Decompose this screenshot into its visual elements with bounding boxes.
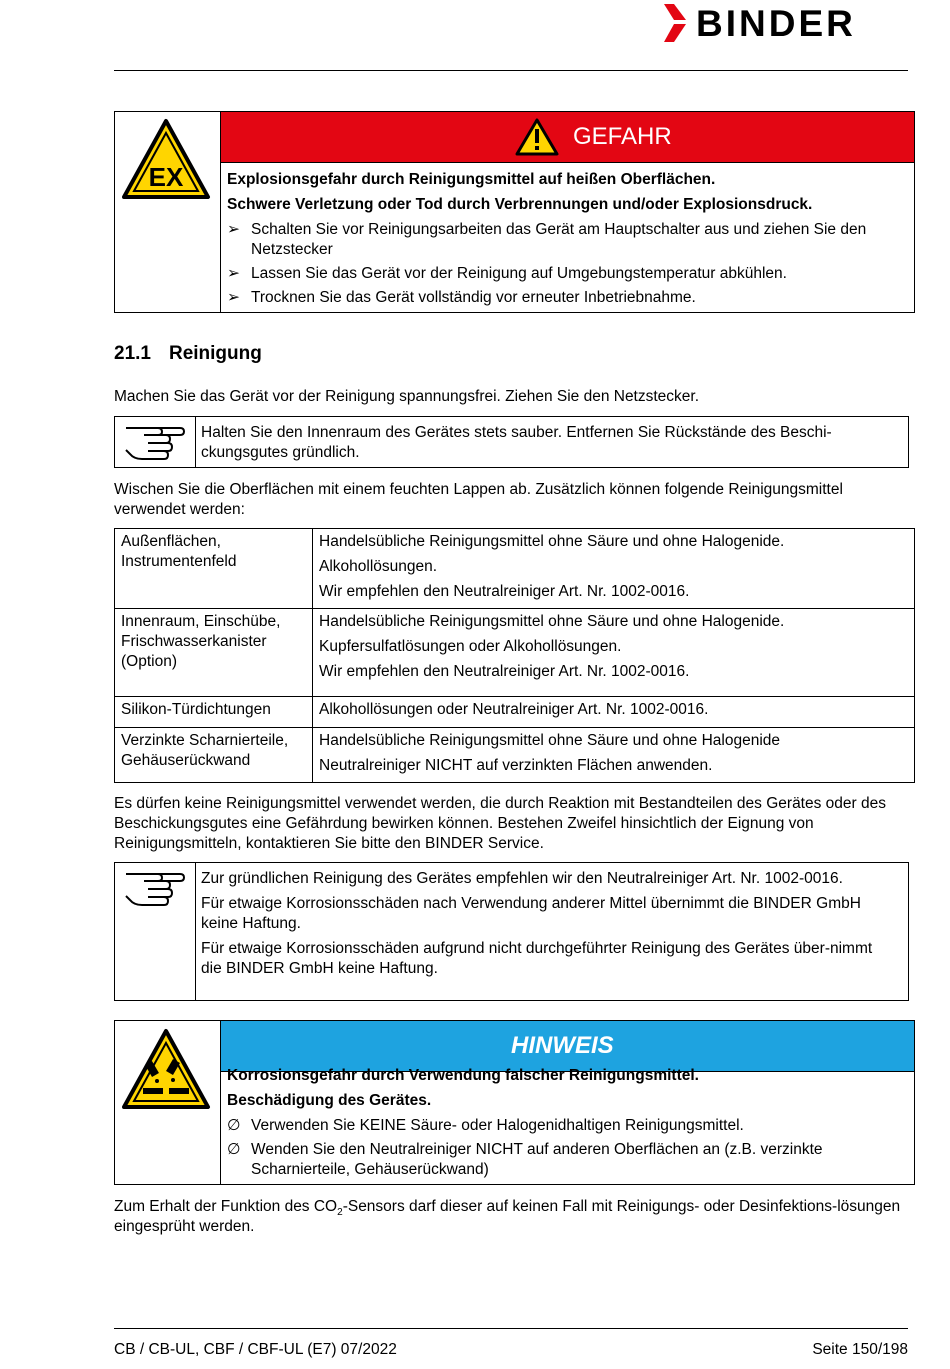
- table-row: [115, 529, 915, 609]
- note-box-1: [114, 416, 909, 468]
- binder-logo: [664, 3, 910, 44]
- pointing-hand-icon: [124, 422, 186, 462]
- cleaning-table: [114, 528, 915, 783]
- agent-line: Neutralreiniger NICHT auf verzinkten Flächen anwenden.: [319, 757, 713, 774]
- danger-step-text: Trocknen Sie das Gerät vollständig vor erneuter Inbetriebnahme.: [251, 289, 696, 306]
- danger-step: [227, 288, 907, 308]
- paragraph-4-after: -Sensors darf dieser auf keinen Fall mit Reinigungs- oder Desinfektions-lösungen eingesprüht werden.: [114, 1198, 901, 1235]
- table-cell-area: Außenflächen, Instrumentenfeld: [115, 529, 313, 609]
- notice-box: [114, 1020, 915, 1185]
- notice-label: HINWEIS: [511, 1032, 614, 1059]
- note-2-line: Zur gründlichen Reinigung des Gerätes empfehlen wir den Neutralreiniger Art. Nr. 1002-0016.: [201, 870, 843, 887]
- note-2-line: Für etwaige Korrosionsschäden nach Verwendung anderer Mittel übernimmt die BINDER GmbH keine Haftung.: [201, 895, 861, 932]
- agent-line: Kupfersulfatlösungen oder Alkohollösungen.: [319, 638, 622, 655]
- danger-hazard: Explosionsgefahr durch Reinigungsmittel auf heißen Oberflächen.: [227, 171, 716, 188]
- agent-line: Wir empfehlen den Neutralreiniger Art. Nr. 1002-0016.: [319, 663, 690, 680]
- binder-chevron-icon: [664, 4, 686, 42]
- note-2-content: [201, 869, 881, 979]
- agent-line: Alkohollösungen oder Neutralreiniger Art. Nr. 1002-0016.: [319, 701, 709, 718]
- arrow-bullet-icon: ➢: [227, 221, 240, 238]
- danger-banner: [221, 112, 914, 163]
- explosion-hazard-icon: [121, 118, 211, 200]
- danger-box: [114, 111, 915, 313]
- arrow-bullet-icon: ➢: [227, 289, 240, 306]
- footer-page-number: Seite 150/198: [812, 1341, 908, 1358]
- notice-prohibition: [227, 1116, 907, 1136]
- note-box-2: [114, 862, 909, 1001]
- footer-rule: [114, 1328, 908, 1329]
- header-rule: [114, 70, 908, 71]
- notice-prohibition-text: Wenden Sie den Neutralreiniger NICHT auf anderen Oberflächen an (z.B. verzinkte Scharnierteile, Gehäuserückwand): [251, 1141, 823, 1178]
- footer-doc-id: CB / CB-UL, CBF / CBF-UL (E7) 07/2022: [114, 1341, 397, 1358]
- table-cell-agents: [313, 728, 915, 783]
- danger-label: GEFAHR: [573, 123, 672, 150]
- table-cell-area: Verzinkte Scharnierteile, Gehäuserückwand: [115, 728, 313, 783]
- section-heading: [114, 342, 262, 366]
- corrosive-hazard-icon: [121, 1028, 211, 1110]
- paragraph-2: Wischen Sie die Oberflächen mit einem feuchten Lappen ab. Zusätzlich können folgende Reinigungsmittel verwendet werden:: [114, 481, 843, 518]
- paragraph-4: [114, 1197, 914, 1237]
- prohibited-icon: ∅: [227, 1141, 241, 1158]
- agent-line: Handelsübliche Reinigungsmittel ohne Säure und ohne Halogenide: [319, 732, 781, 749]
- danger-content: [227, 170, 907, 308]
- table-row: [115, 728, 915, 783]
- danger-consequence: Schwere Verletzung oder Tod durch Verbrennungen und/oder Explosionsdruck.: [227, 196, 813, 213]
- table-cell-area: Innenraum, Einschübe, Frischwasserkanister (Option): [115, 609, 313, 697]
- table-row: [115, 697, 915, 728]
- note-2-line: Für etwaige Korrosionsschäden aufgrund nicht durchgeführter Reinigung des Gerätes über-nimmt die BINDER GmbH keine Haftung.: [201, 940, 873, 977]
- arrow-bullet-icon: ➢: [227, 265, 240, 282]
- table-cell-area: Silikon-Türdichtungen: [115, 697, 313, 728]
- paragraph-4-before: Zum Erhalt der Funktion des CO: [114, 1198, 338, 1215]
- pointing-hand-icon: [124, 868, 186, 908]
- table-cell-agents: [313, 697, 915, 728]
- notice-prohibition-text: Verwenden Sie KEINE Säure- oder Halogenidhaltigen Reinigungsmittel.: [251, 1117, 744, 1134]
- agent-line: Handelsübliche Reinigungsmittel ohne Säure und ohne Halogenide.: [319, 533, 785, 550]
- table-cell-agents: [313, 529, 915, 609]
- notice-banner: [221, 1021, 914, 1072]
- danger-step-text: Lassen Sie das Gerät vor der Reinigung auf Umgebungstemperatur abkühlen.: [251, 265, 787, 282]
- note-icon-cell: [115, 417, 196, 467]
- logo-text: BINDER: [696, 3, 856, 44]
- danger-sign-cell: [115, 112, 221, 312]
- notice-sign-cell: [115, 1021, 221, 1184]
- notice-hazard: Korrosionsgefahr durch Verwendung falscher Reinigungsmittel.: [227, 1067, 699, 1084]
- danger-step: [227, 220, 907, 260]
- paragraph-1: Machen Sie das Gerät vor der Reinigung spannungsfrei. Ziehen Sie den Netzstecker.: [114, 388, 700, 405]
- agent-line: Handelsübliche Reinigungsmittel ohne Säure und ohne Halogenide.: [319, 613, 785, 630]
- co2-subscript: 2: [337, 1207, 343, 1219]
- note-icon-cell: [115, 863, 196, 1000]
- section-title: Reinigung: [168, 343, 262, 364]
- notice-consequence: Beschädigung des Gerätes.: [227, 1092, 432, 1109]
- danger-step: [227, 264, 907, 284]
- agent-line: Alkohollösungen.: [319, 558, 438, 575]
- warning-triangle-icon: [515, 118, 559, 156]
- notice-prohibition: [227, 1140, 907, 1180]
- agent-line: Wir empfehlen den Neutralreiniger Art. Nr. 1002-0016.: [319, 583, 690, 600]
- notice-content: [227, 1066, 907, 1180]
- note-1-text: Halten Sie den Innenraum des Gerätes stets sauber. Entfernen Sie Rückstände des Beschi-ckungsgutes gründlich.: [201, 424, 832, 461]
- prohibited-icon: ∅: [227, 1117, 241, 1134]
- section-number: 21.1: [114, 343, 151, 364]
- danger-step-text: Schalten Sie vor Reinigungsarbeiten das Gerät am Hauptschalter aus und ziehen Sie den Netzstecker: [251, 221, 867, 258]
- ex-label: EX: [148, 162, 184, 192]
- table-cell-agents: [313, 609, 915, 697]
- paragraph-3: Es dürfen keine Reinigungsmittel verwendet werden, die durch Reaktion mit Bestandteilen des Gerätes oder des Beschickungsgutes eine Gefährdung bewirken können. Bestehen Zweifel hinsichtlich der Eignung von Reinigungsmitteln, kontaktieren Sie bitte den BINDER Service.: [114, 795, 886, 852]
- table-row: [115, 609, 915, 697]
